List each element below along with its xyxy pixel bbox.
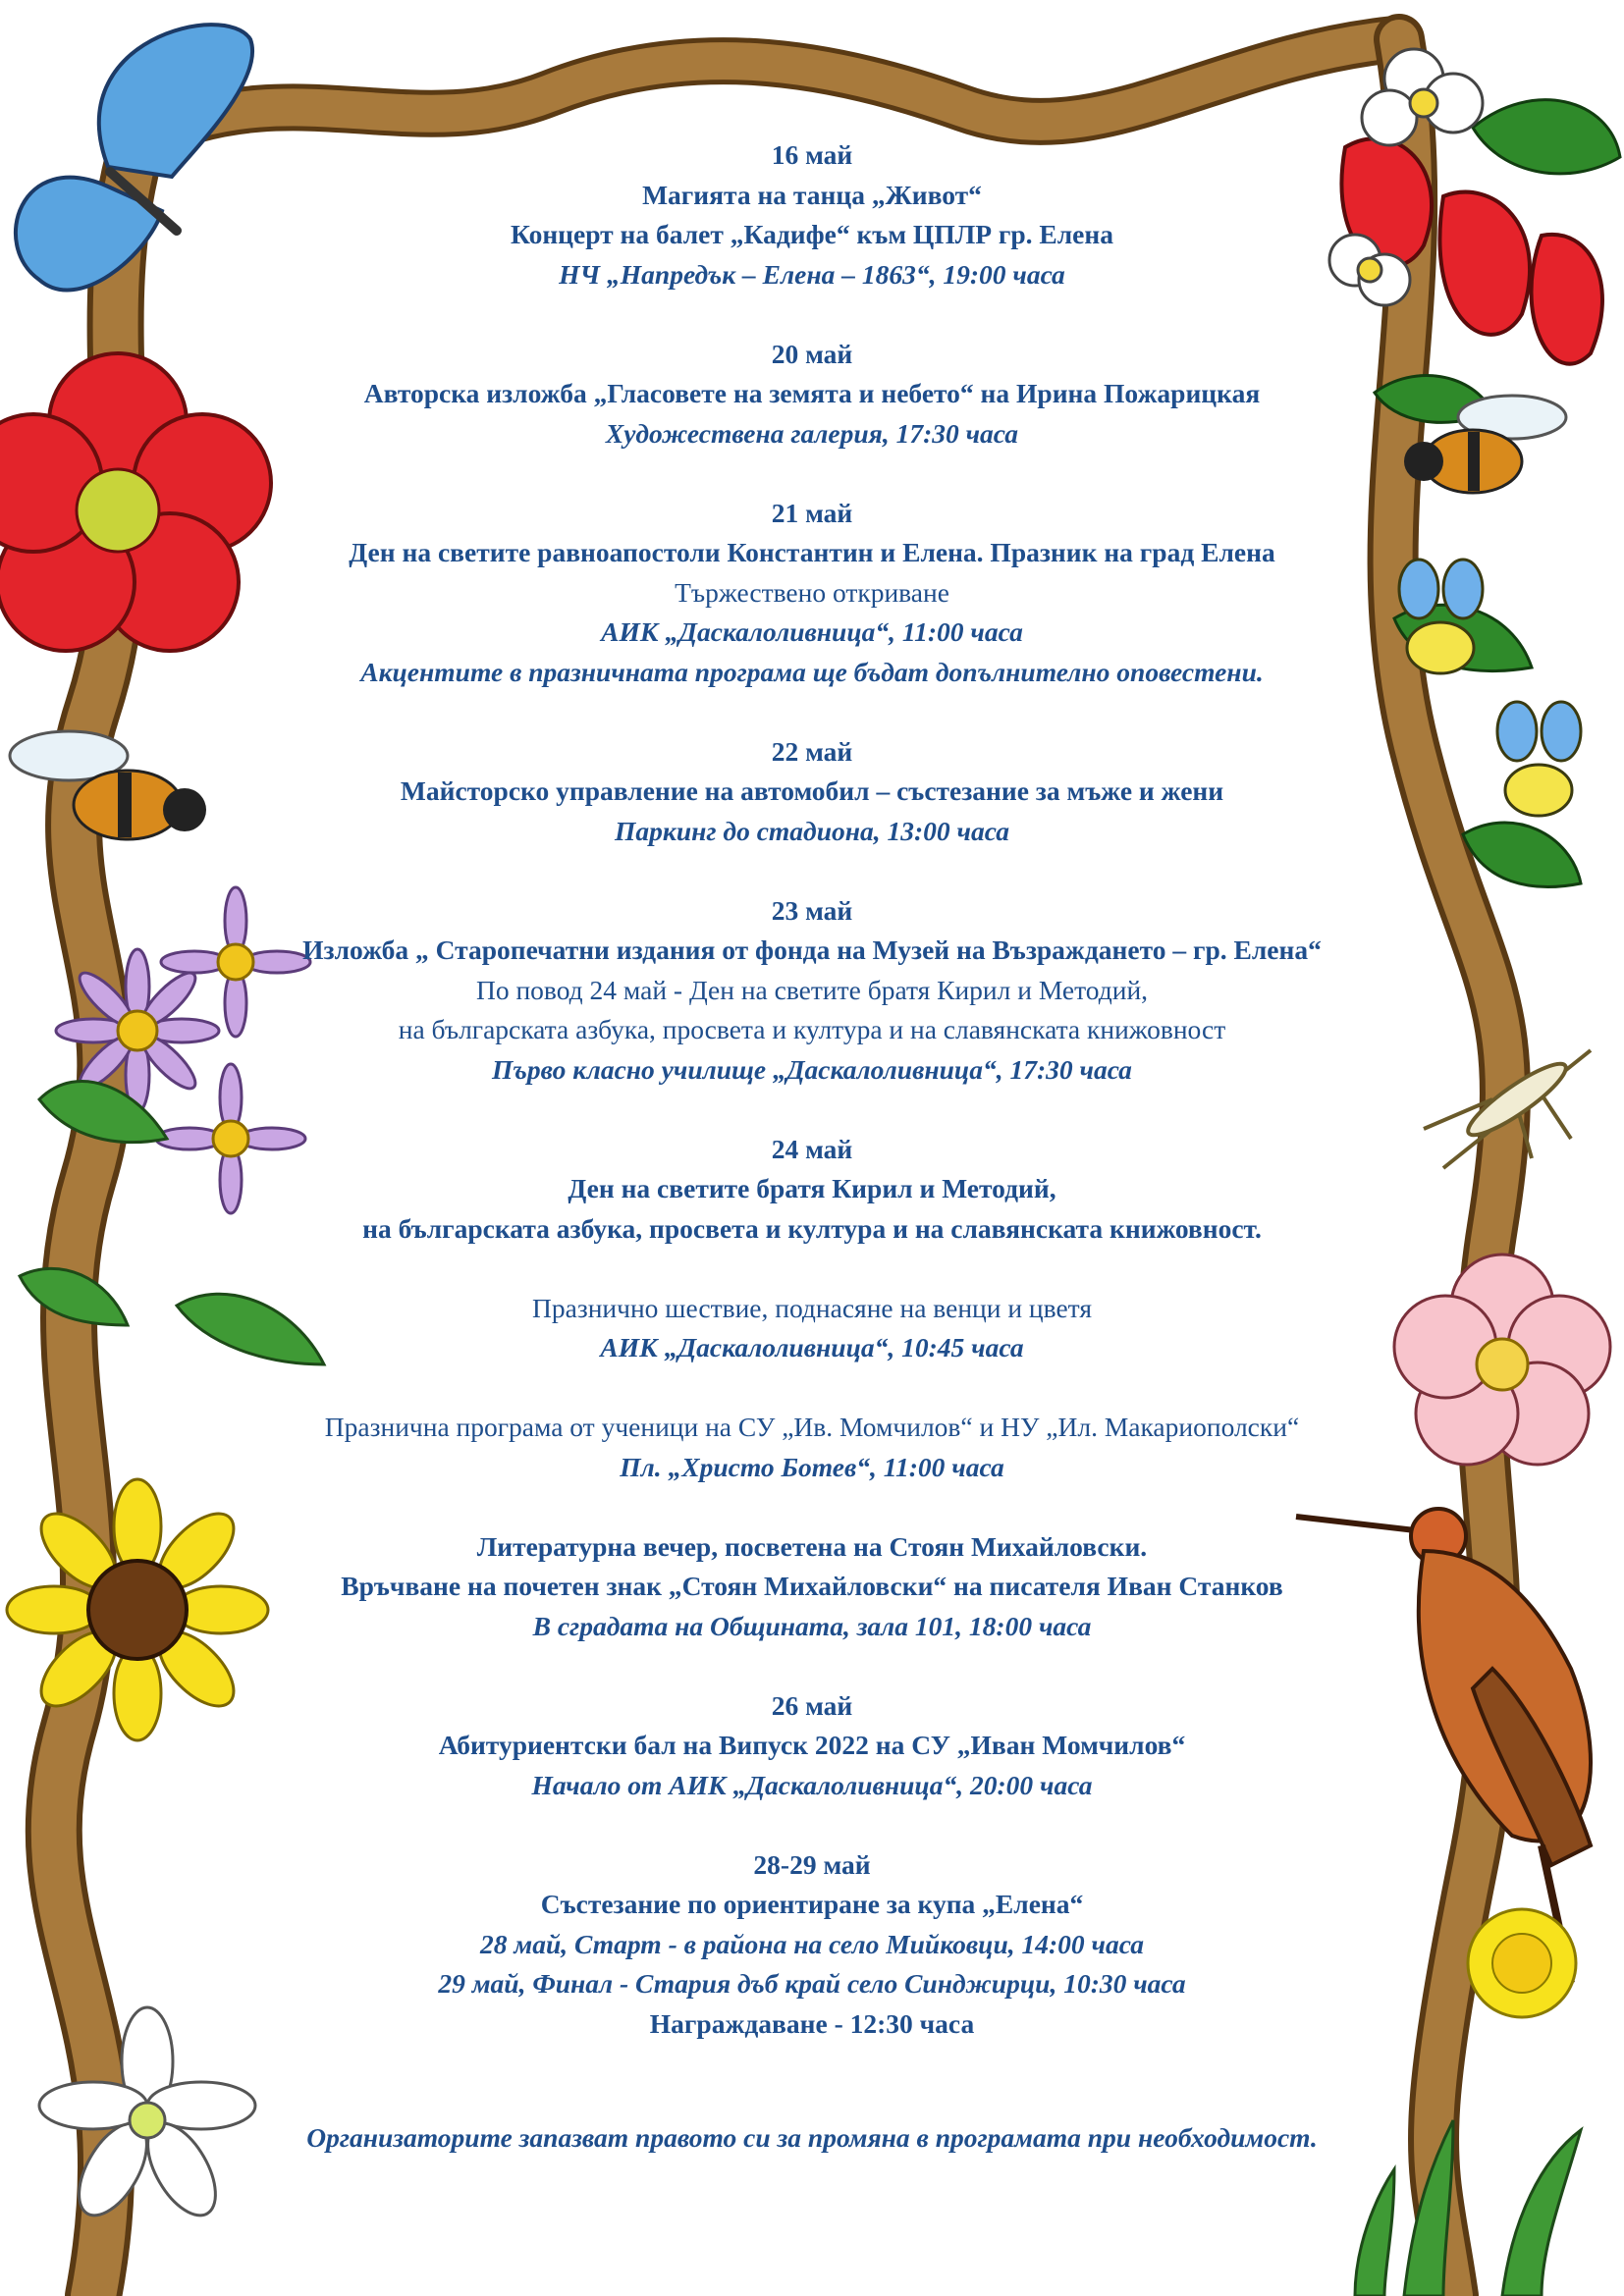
event-line: Паркинг до стадиона, 13:00 часа xyxy=(615,815,1009,846)
event-block xyxy=(226,1130,1398,1250)
dandelion-icon xyxy=(1468,1909,1576,2017)
event-line: 28 май, Старт - в района на село Мийковци, 14:00 часа xyxy=(480,1928,1144,1959)
event-line: 24 май xyxy=(771,1133,853,1164)
event-line: 16 май xyxy=(771,139,853,170)
event-line: 22 май xyxy=(771,735,853,767)
organizers-note: Организаторите запазват правото си за промяна в програмата при необходимост. xyxy=(306,2122,1318,2153)
event-line: Празнична програма от ученици на СУ „Ив. Момчилов“ и НУ „Ил. Макариополски“ xyxy=(324,1412,1300,1442)
event-line: 28-29 май xyxy=(753,1848,871,1880)
event-line: Празнично шествие, поднасяне на венци и цветя xyxy=(532,1292,1092,1323)
event-line: Концерт на балет „Кадифе“ към ЦПЛР гр. Елена xyxy=(511,219,1113,249)
event-line: Връчване на почетен знак „Стоян Михайловски“ на писателя Иван Станков xyxy=(341,1571,1283,1601)
butterfly-icon xyxy=(16,25,252,290)
event-line: Художествена галерия, 17:30 часа xyxy=(605,417,1019,449)
event-block xyxy=(226,494,1398,693)
event-block xyxy=(226,1408,1398,1487)
event-block xyxy=(226,135,1398,294)
event-program xyxy=(226,135,1398,2084)
event-line: Пл. „Христо Ботев“, 11:00 часа xyxy=(620,1451,1004,1482)
event-line: на българската азбука, просвета и култура и на славянската книжовност xyxy=(398,1014,1226,1044)
event-line: 21 май xyxy=(771,497,853,528)
event-line: Ден на светите братя Кирил и Методий, xyxy=(568,1173,1056,1203)
event-block xyxy=(226,1289,1398,1368)
event-line: АИК „Даскалоливница“, 11:00 часа xyxy=(601,616,1023,647)
event-line: 23 май xyxy=(771,894,853,926)
event-line: Състезание по ориентиране за купа „Елена“ xyxy=(540,1889,1084,1919)
event-block xyxy=(226,732,1398,852)
event-line: Литературна вечер, посветена на Стоян Михайловски. xyxy=(476,1530,1148,1562)
event-line: 20 май xyxy=(771,338,853,369)
event-line: НЧ „Напредък – Елена – 1863“, 19:00 часа xyxy=(559,258,1065,290)
bee-icon xyxy=(10,731,206,839)
event-line: Първо класно училище „Даскалоливница“, 17:30 часа xyxy=(492,1053,1132,1085)
event-line: АИК „Даскалоливница“, 10:45 часа xyxy=(600,1332,1024,1362)
event-line: Изложба „ Старопечатни издания от фонда на Музей на Възраждането – гр. Елена“ xyxy=(302,934,1322,965)
event-block xyxy=(226,1527,1398,1647)
event-line: Акцентите в празничната програма ще бъдат допълнително оповестени. xyxy=(360,656,1264,687)
event-line: Тържествено откриване xyxy=(675,576,949,608)
event-line: По повод 24 май - Ден на светите братя Кирил и Методий, xyxy=(475,974,1149,1005)
event-line: Магията на танца „Живот“ xyxy=(642,179,982,210)
event-block xyxy=(226,335,1398,454)
event-line: 29 май, Финал - Стария дъб край село Синджирци, 10:30 часа xyxy=(438,1968,1186,1999)
event-block xyxy=(226,1686,1398,1806)
event-line: Начало от АИК „Даскалоливница“, 20:00 часа xyxy=(531,1769,1093,1800)
event-line: 26 май xyxy=(771,1689,853,1721)
event-block xyxy=(226,891,1398,1091)
event-line: Ден на светите равноапостоли Константин и Елена. Празник на град Елена xyxy=(349,537,1275,567)
pink-flower-icon xyxy=(1394,1255,1610,1465)
event-line: Майсторско управление на автомобил – състезание за мъже и жени xyxy=(400,775,1224,806)
event-line: Абитуриентски бал на Випуск 2022 на СУ „Иван Момчилов“ xyxy=(438,1730,1186,1760)
event-block xyxy=(226,1845,1398,2045)
event-line: В сградата на Общината, зала 101, 18:00 часа xyxy=(532,1610,1092,1641)
event-line: Награждаване - 12:30 часа xyxy=(649,2007,975,2039)
event-line: на българската азбука, просвета и култура и на славянската книжовност. xyxy=(362,1212,1262,1244)
event-line: Авторска изложба „Гласовете на земята и небето“ на Ирина Пожарицкая xyxy=(363,378,1261,408)
